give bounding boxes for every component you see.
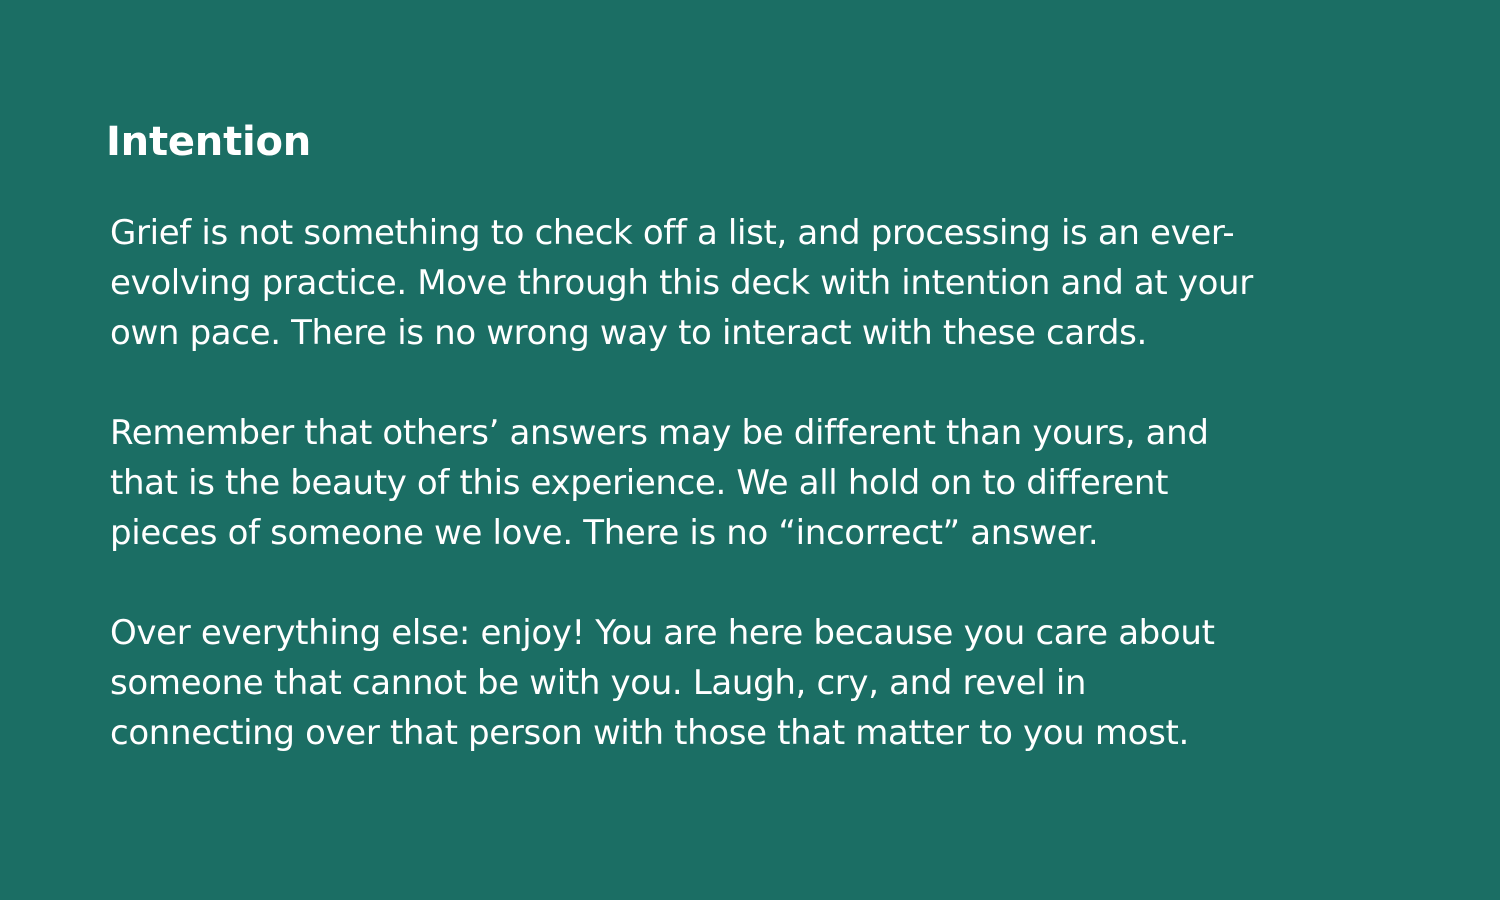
paragraph-enjoy: Over everything else: enjoy! You are here because you care about someone that cannot be with you. Laugh, cry, and revel in connecting over that person with those that matter to you most. — [110, 613, 1215, 753]
paragraph-grief-practice: Grief is not something to check off a list, and processing is an ever- evolving practice. Move through this deck with intention and at your own pace. There is no wrong way to interact with these cards. — [110, 213, 1253, 353]
page-title: Intention — [106, 119, 312, 165]
intention-body — [110, 208, 1400, 758]
paragraph-others-answers: Remember that others’ answers may be different than yours, and that is the beauty of this experience. We all hold on to different pieces of someone we love. There is no “incorrect” answer. — [110, 413, 1209, 553]
